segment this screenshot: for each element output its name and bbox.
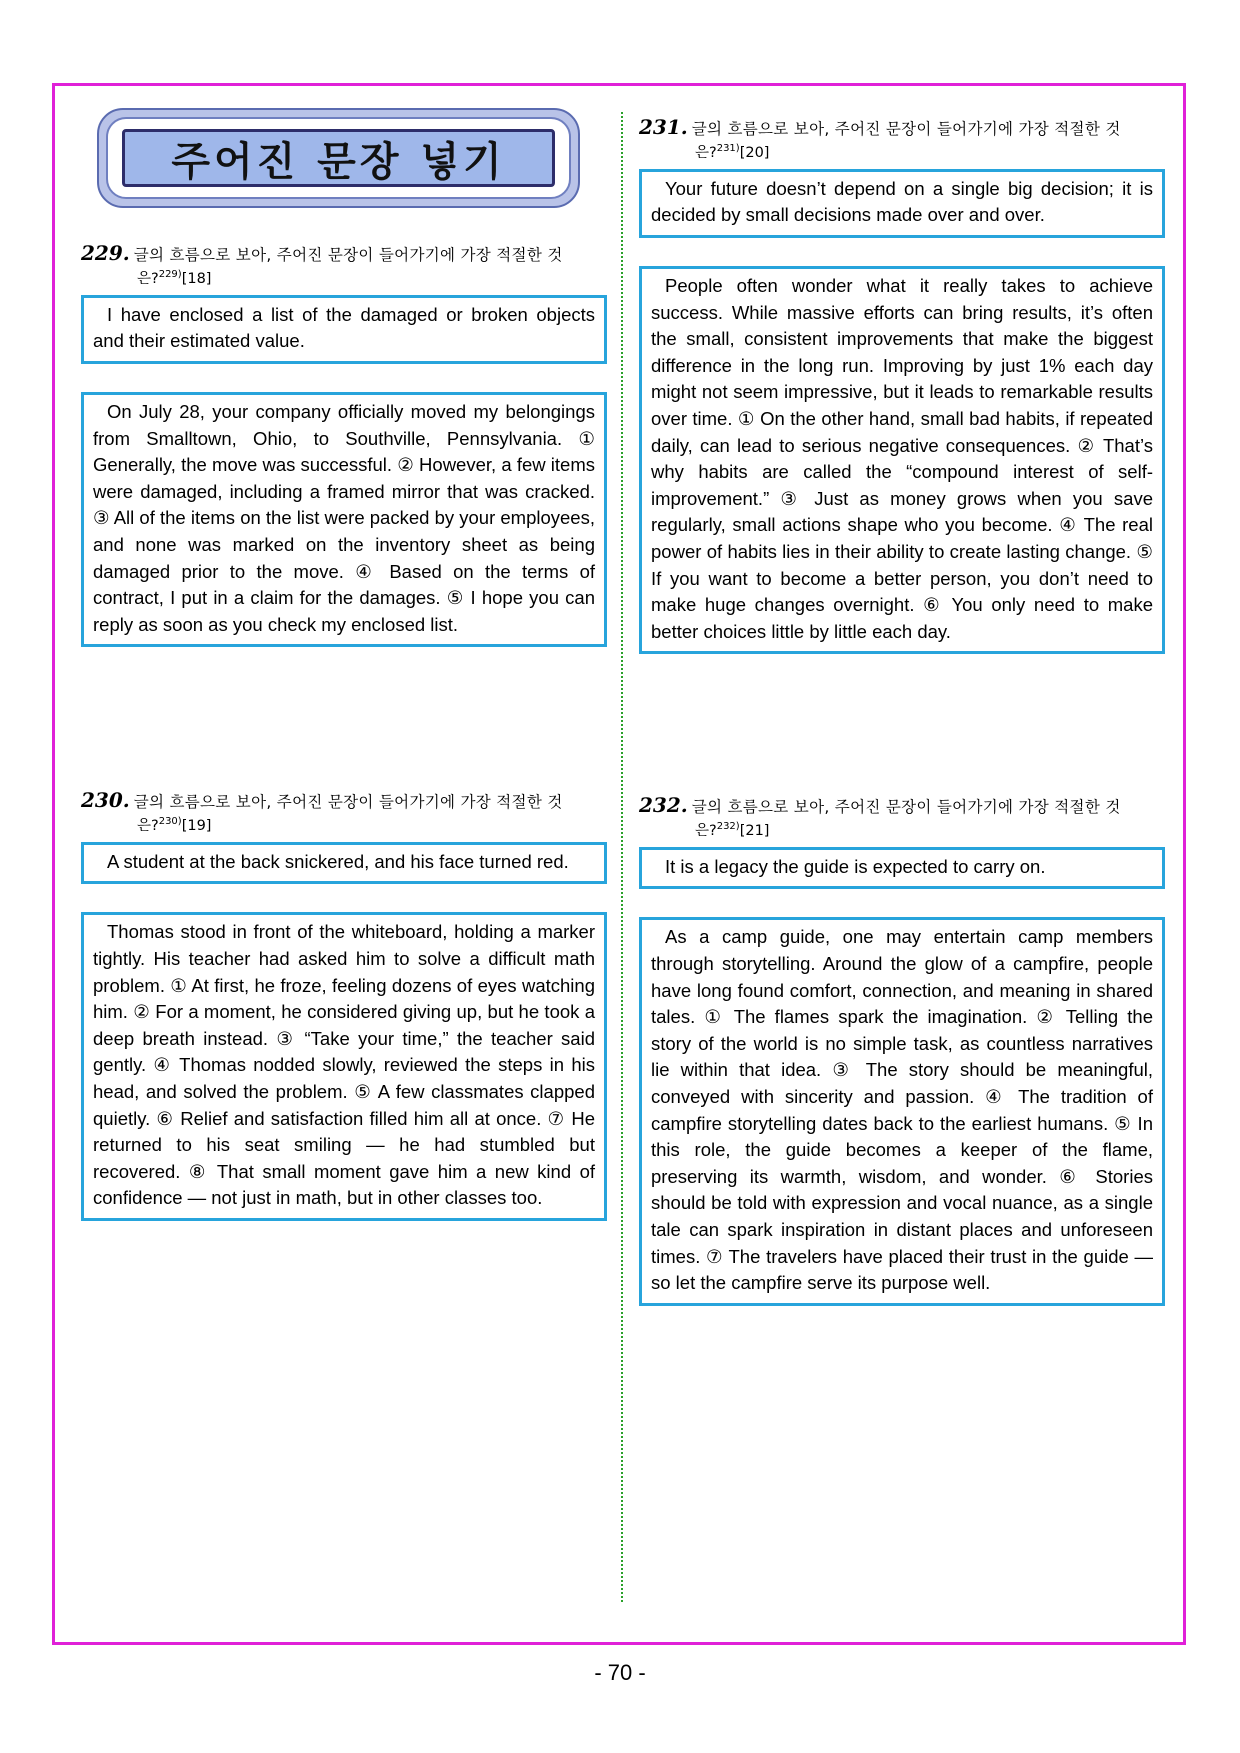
given-sentence-box: Your future doesn’t depend on a single big decision; it is decided by small decisions made over and over. xyxy=(639,169,1165,238)
question-230 xyxy=(81,790,607,1221)
question-header xyxy=(81,790,607,812)
section-title: 주어진 문장 넣기 xyxy=(171,138,506,185)
question-tail-text: 은? xyxy=(695,144,717,161)
question-tail xyxy=(639,139,1165,163)
given-sentence-box: A student at the back snickered, and his face turned red. xyxy=(81,842,607,885)
question-tail xyxy=(81,265,607,289)
question-source: [18] xyxy=(181,270,212,287)
question-tail xyxy=(81,812,607,836)
footnote-mark: 232) xyxy=(716,821,740,832)
question-header xyxy=(639,795,1165,817)
passage-box: As a camp guide, one may entertain camp members through storytelling. Around the glow of a campfire, people have long found comfort, connection, and meaning in shared tales. ① The flames spark the imagination. ② Telling the story of the world is no simple task, as countless narratives lie within that idea. ③ The story should be meaningful, conveyed with sincerity and passion. ④ The tradition of campfire storytelling dates back to the earliest humans. ⑤ In this role, the guide becomes a keeper of the flame, preserving its warmth, wisdom, and wonder. ⑥ Stories should be told with expression and vocal nuance, as a single tale can spark inspiration in distant places and unforeseen times. ⑦ The travelers have placed their trust in the guide — so let the campfire serve its purpose well. xyxy=(639,917,1165,1305)
passage-box: Thomas stood in front of the whiteboard, holding a marker tightly. His teacher had asked him to solve a difficult math problem. ① At first, he froze, feeling dozens of eyes watching him. ② For a moment, he considered giving up, but he took a deep breath instead. ③ “Take your time,” the teacher said gently. ④ Thomas nodded slowly, reviewed the steps in his head, and solved the problem. ⑤ A few classmates clapped quietly. ⑥ Relief and satisfaction filled him all at once. ⑦ He returned to his seat smiling — he had stumbled but recovered. ⑧ That small moment gave him a new kind of confidence — not just in math, but in other classes too. xyxy=(81,912,607,1221)
question-231 xyxy=(639,117,1165,654)
footnote-mark: 230) xyxy=(158,816,182,827)
column-divider xyxy=(621,112,623,1602)
question-instruction: 글의 흐름으로 보아, 주어진 문장이 들어가기에 가장 적절한 것 xyxy=(691,120,1121,138)
given-sentence-box: I have enclosed a list of the damaged or broken objects and their estimated value. xyxy=(81,295,607,364)
question-instruction: 글의 흐름으로 보아, 주어진 문장이 들어가기에 가장 적절한 것 xyxy=(691,798,1121,816)
question-instruction: 글의 흐름으로 보아, 주어진 문장이 들어가기에 가장 적절한 것 xyxy=(133,246,563,264)
question-source: [21] xyxy=(739,822,770,839)
question-number: 232. xyxy=(639,793,688,817)
question-232 xyxy=(639,795,1165,1306)
footnote-mark: 231) xyxy=(716,143,740,154)
banner-border xyxy=(106,117,571,199)
question-source: [20] xyxy=(739,144,770,161)
question-header xyxy=(639,117,1165,139)
question-229 xyxy=(81,243,607,647)
question-header xyxy=(81,243,607,265)
page-number: - 70 - xyxy=(594,1660,646,1685)
question-number: 229. xyxy=(81,241,130,265)
section-banner xyxy=(97,108,580,208)
question-instruction: 글의 흐름으로 보아, 주어진 문장이 들어가기에 가장 적절한 것 xyxy=(133,793,563,811)
question-number: 230. xyxy=(81,788,130,812)
given-sentence-box: It is a legacy the guide is expected to carry on. xyxy=(639,847,1165,890)
passage-box: People often wonder what it really takes to achieve success. While massive efforts can bring results, it’s often the small, consistent improvements that make the biggest difference in the long run. Improving by just 1% each day might not seem impressive, but it leads to remarkable results over time. ① On the other hand, small bad habits, if repeated daily, can lead to serious negative consequences. ② That’s why habits are called the “compound interest of self-improvement.” ③ Just as money grows when you save regularly, small actions shape who you become. ④ The real power of habits lies in their ability to create lasting change. ⑤ If you want to become a better person, you don’t need to make huge changes overnight. ⑥ You only need to make better choices little by little each day. xyxy=(639,266,1165,654)
question-tail-text: 은? xyxy=(695,822,717,839)
question-number: 231. xyxy=(639,115,688,139)
passage-box: On July 28, your company officially moved my belongings from Smalltown, Ohio, to Southville, Pennsylvania. ① Generally, the move was successful. ② However, a few items were damaged, including a framed mirror that was cracked. ③ All of the items on the list were packed by your employees, and none was marked on the inventory sheet as being damaged prior to the move. ④ Based on the terms of contract, I put in a claim for the damages. ⑤ I hope you can reply as soon as you check my enclosed list. xyxy=(81,392,607,647)
question-tail xyxy=(639,817,1165,841)
footnote-mark: 229) xyxy=(158,269,182,280)
question-tail-text: 은? xyxy=(137,817,159,834)
banner-inner xyxy=(122,129,555,187)
question-tail-text: 은? xyxy=(137,270,159,287)
question-source: [19] xyxy=(181,817,212,834)
